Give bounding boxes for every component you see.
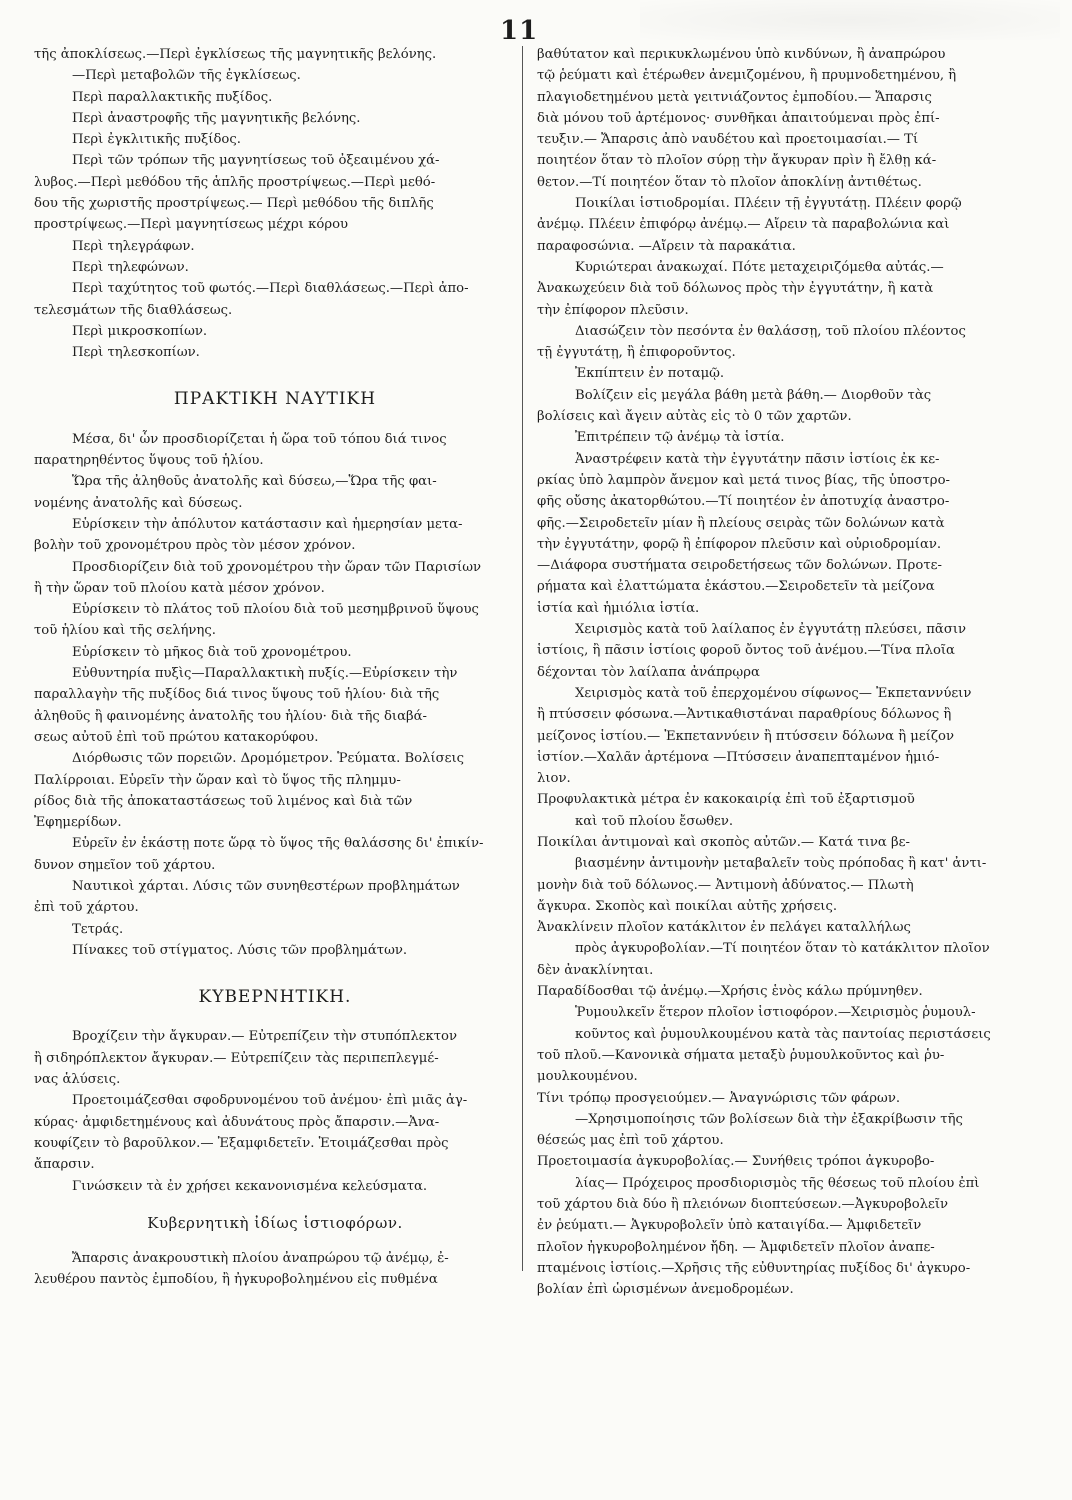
column-divider	[522, 46, 523, 1271]
text-line: Περὶ ἐγκλιτικῆς πυξίδος.	[72, 132, 241, 148]
text-line: παρατηρηθέντος ὕψους τοῦ ἡλίου.	[34, 453, 264, 469]
text-line: θέσεώς μας ἐπὶ τοῦ χάρτου.	[537, 1133, 724, 1149]
text-line: θετον.—Τί ποιητέον ὅταν τὸ πλοῖον ἀποκλίνῃ ἀντιθέτως.	[537, 174, 922, 190]
text-line: βολίαν ἐπὶ ὡρισμένων ἀνεμοδρομέων.	[537, 1282, 794, 1298]
text-line: ἱστία καὶ ἡμιόλια ἱστία.	[537, 600, 700, 616]
text-line: παραφοσώνια. —Αἴρειν τὰ παρακάτια.	[537, 238, 796, 254]
text-line: πλαγιοδετημένου μετὰ γειτνιάζοντος ἐμποδίου.— Ἄπαρσις	[537, 89, 932, 105]
text-line: Ἐπιτρέπειν τῷ ἀνέμῳ τὰ ἱστία.	[575, 430, 785, 446]
text-line: Τίνι τρόπῳ προσγειούμεν.— Ἀναγνώρισις τῶν φάρων.	[537, 1090, 901, 1106]
text-line: βολίσεις καὶ ἄγειν αὐτὰς εἰς τὸ 0 τῶν χαρτῶν.	[537, 409, 852, 425]
text-line: δὲν ἀνακλίνηται.	[537, 962, 654, 978]
text-line: ἐν ῥεύματι.— Ἀγκυροβολεῖν ὑπὸ καταιγίδα.— Ἀμφιδετεῖν	[537, 1218, 922, 1234]
text-line: δυνον σημεῖον τοῦ χάρτου.	[34, 857, 216, 873]
text-line: Χειρισμὸς κατὰ τοῦ ἐπερχομένου σίφωνος— Ἐκπεταννύειν	[575, 685, 972, 701]
text-line: βολὴν τοῦ χρονομέτρου πρὸς τὸν μέσον χρόνον.	[34, 538, 356, 554]
text-line: Περὶ ταχύτητος τοῦ φωτός.—Περὶ διαθλάσεως.—Περὶ ἀπο-	[72, 281, 469, 297]
text-line: ἀληθοῦς ἢ φαινομένης ἀνατολῆς του ἡλίου· διὰ τῆς διαβά-	[34, 708, 427, 724]
text-line: Προετοιμασία ἀγκυροβολίας.— Συνήθεις τρόποι ἀγκυροβο-	[537, 1154, 935, 1170]
text-line: Ποικίλαι ἱστιοδρομίαι. Πλέειν τῇ ἐγγυτάτῃ. Πλέειν φορῷ	[575, 196, 962, 212]
text-line: Μέσα, δι' ὧν προσδιορίζεται ἡ ὥρα τοῦ τόπου διά τινος	[72, 431, 447, 447]
text-line: τῆς ἀποκλίσεως.—Περὶ ἐγκλίσεως τῆς μαγνητικῆς βελόνης.	[34, 47, 437, 62]
text-line: πλοῖον ἠγκυροβολημένον ἤδη. — Ἀμφιδετεῖν πλοῖον ἀναπε-	[537, 1239, 935, 1255]
text-line: δου τῆς χωριστῆς προστρίψεως.— Περὶ μεθόδου τῆς διπλῆς	[34, 196, 434, 212]
text-line: βιασμένην ἀντιμονὴν μεταβαλεῖν τοὺς πρόποδας ἢ κατ' ἀντι-	[575, 856, 987, 872]
text-line: ἄγκυρα. Σκοπὸς καὶ ποικίλαι αὐτῆς χρήσεις.	[537, 898, 838, 914]
text-line: Εὑρεῖν ἐν ἑκάστῃ ποτε ὥρᾳ τὸ ὕψος τῆς θαλάσσης δι' ἐπικίν-	[72, 836, 484, 852]
text-line: Γινώσκειν τὰ ἐν χρήσει κεκανονισμένα κελεύσματα.	[72, 1178, 428, 1194]
text-line: τῷ ῥεύματι καὶ ἑτέρωθεν ἀνεμιζομένου, ἢ πρυμνοδετημένου, ἢ	[537, 68, 957, 84]
text-line: φῆς.—Σειροδετεῖν μίαν ἢ πλείους σειρὰς τῶν δολώνων κατὰ	[537, 515, 945, 531]
text-line: ἀνέμῳ. Πλέειν ἐπιφόρῳ ἀνέμῳ.— Αἴρειν τὰ παραβολώνια καὶ	[537, 217, 950, 233]
text-line: διὰ μόνου τοῦ ἀρτέμονος· συνθῆκαι ἀπαιτούμεναι πρὸς ἐπί-	[537, 110, 940, 126]
text-line: μονὴν διὰ τοῦ δόλωνος.— Ἀντιμονὴ ἀδύνατος.— Πλωτὴ	[537, 877, 914, 893]
text-line: Ἀνακλίνειν πλοῖον κατάκλιτον ἐν πελάγει καταλλήλως	[537, 920, 911, 936]
text-line: κύρας· ἀμφιδετημένους καὶ ἀδυνάτους πρὸς ἄπαρσιν.—Ἀνα-	[34, 1114, 440, 1130]
text-line: μουλκουμένου.	[537, 1069, 638, 1085]
text-line: τῇ ἐγγυτάτῃ, ἢ ἐπιφοροῦντος.	[537, 345, 736, 361]
text-line: προστρίψεως.—Περὶ μαγνητίσεως μέχρι κόρου	[34, 217, 349, 233]
text-line: Ἀνακωχεύειν διὰ τοῦ δόλωνος πρὸς τὴν ἐγγυτάτην, ἢ κατὰ	[537, 281, 934, 297]
right-text-block	[537, 44, 1023, 1301]
text-line: μείζονος ἱστίου.— Ἐκπεταννύειν ἢ πτύσσειν δόλωνα ἢ μείζον	[537, 728, 954, 744]
text-line: τευξιν.— Ἄπαρσις ἀπὸ ναυδέτου καὶ προετοιμασίαι.— Τί	[537, 132, 919, 148]
text-line: λίας— Πρόχειρος προσδιορισμὸς τῆς θέσεως τοῦ πλοίου ἐπὶ	[575, 1175, 980, 1191]
kybernitiki-block	[34, 1026, 516, 1196]
text-line: ἱστίον.—Χαλᾶν ἀρτέμονα —Πτύσσειν ἀναπεπταμένον ἡμιό-	[537, 749, 940, 765]
text-line: Περὶ τηλεγράφων.	[72, 238, 195, 254]
text-line: λευθέρου παντὸς ἐμποδίου, ἢ ἠγκυροβολημένου εἰς πυθμένα	[34, 1272, 438, 1288]
text-line: Διασώζειν τὸν πεσόντα ἐν θαλάσσῃ, τοῦ πλοίου πλέοντος	[575, 323, 966, 339]
text-line: Ναυτικοὶ χάρται. Λύσις τῶν συνηθεστέρων προβλημάτων	[72, 878, 460, 894]
text-line: —Χρησιμοποίησις τῶν βολίσεων διὰ τὴν ἐξακρίβωσιν τῆς	[575, 1111, 963, 1127]
text-line: τοῦ ἡλίου καὶ τῆς σελήνης.	[34, 623, 216, 639]
text-line: Περὶ μικροσκοπίων.	[72, 323, 208, 339]
text-line: πταμένοις ἱστίοις.—Χρῆσις τῆς εὐθυντηρίας πυξίδος δι' ἀγκυρο-	[537, 1260, 971, 1276]
text-line: ἄπαρσιν.	[34, 1157, 95, 1173]
text-line: Ῥυμουλκεῖν ἕτερον πλοῖον ἱστιοφόρον.—Χειρισμὸς ῥυμουλ-	[575, 1005, 976, 1021]
text-line: τοῦ χάρτου διὰ δύο ἢ πλειόνων διοπτεύσεων.—Ἀγκυροβολεῖν	[537, 1197, 949, 1213]
text-line: ρήματα καὶ ἐλαττώματα ἑκάστου.—Σειροδετεῖν τὰ μείζονα	[537, 579, 935, 595]
text-line: βαθύτατον καὶ περικυκλωμένου ὑπὸ κινδύνων, ἢ ἀναπρώρου	[537, 47, 946, 62]
text-line: Ἐκπίπτειν ἐν ποταμῷ.	[575, 366, 725, 382]
text-line: ἐπὶ τοῦ χάρτου.	[34, 900, 139, 916]
text-line: Εὑρίσκειν τὸ πλάτος τοῦ πλοίου διὰ τοῦ μεσημβρινοῦ ὕψους	[72, 602, 479, 618]
text-line: Εὐθυντηρία πυξὶς—Παραλλακτικὴ πυξίς.—Εὑρίσκειν τὴν	[72, 666, 458, 682]
text-line: —Διάφορα συστήματα σειροδετήσεως τῶν δολώνων. Προτε-	[537, 558, 942, 574]
text-line: Περὶ παραλλακτικῆς πυξίδος.	[72, 89, 273, 105]
text-line: πρὸς ἀγκυροβολίαν.—Τί ποιητέον ὅταν τὸ κατάκλιτον πλοῖον	[575, 941, 990, 957]
text-line: Παραδίδοσθαι τῷ ἀνέμῳ.—Χρήσις ἑνὸς κάλω πρύμνηθεν.	[537, 984, 923, 1000]
text-line: ἱστίοις, ἢ πᾶσιν ἱστίοις φοροῦ ὄντος τοῦ ἀνέμου.—Τίνα πλοῖα	[537, 643, 955, 659]
text-line: τὴν ἐγγυτάτην, φορῷ ἢ ἐπίφορον πλεῦσιν καὶ οὐριοδρομίαν.	[537, 536, 942, 552]
text-line: ἢ τὴν ὥραν τοῦ πλοίου κατὰ μέσον χρόνον.	[34, 580, 325, 596]
text-line: Ἀναστρέφειν κατὰ τὴν ἐγγυτάτην πᾶσιν ἱστίοις ἐκ κε-	[575, 451, 940, 467]
text-line: Ὥρα τῆς ἀληθοῦς ἀνατολῆς καὶ δύσεω,—Ὥρα τῆς φαι-	[72, 474, 437, 490]
text-line: ἢ σιδηρόπλεκτον ἄγκυραν.— Εὐτρεπίζειν τὰς περιπεπλεγμέ-	[34, 1050, 439, 1066]
page-number: 11	[500, 16, 539, 46]
text-line: Βολίζειν εἰς μεγάλα βάθη μετὰ βάθη.— Διορθοῦν τὰς	[575, 387, 932, 403]
heading-practical-navigation: ΠΡΑΚΤΙΚΗ ΝΑΥΤΙΚΗ	[173, 389, 377, 410]
text-line: Περὶ τηλεφώνων.	[72, 259, 189, 275]
text-line: Περὶ ἀναστροφῆς τῆς μαγνητικῆς βελόνης.	[72, 110, 361, 126]
text-line: Διόρθωσις τῶν πορειῶν. Δρομόμετρον. Ῥεύματα. Βολίσεις	[72, 751, 464, 767]
right-column	[537, 44, 1023, 1301]
text-line: ρκίας ὑπὸ λαμπρὸν ἄνεμον καὶ μετά τινος βίας, τῆς ὑποστρο-	[537, 472, 950, 488]
text-line: ρίδος διὰ τῆς ἀποκαταστάσεως τοῦ λιμένος καὶ διὰ τῶν	[34, 793, 413, 809]
text-line: Ἄπαρσις ἀνακρουστικὴ πλοίου ἀναπρώρου τῷ ἀνέμῳ, ἐ-	[72, 1251, 449, 1267]
text-line: Προφυλακτικὰ μέτρα ἐν κακοκαιρίᾳ ἐπὶ τοῦ ἐξαρτισμοῦ	[537, 792, 915, 808]
text-line: τελεσμάτων τῆς διαθλάσεως.	[34, 302, 233, 318]
text-line: σεως αὐτοῦ ἐπὶ τοῦ πρώτου κατακορύφου.	[34, 729, 319, 745]
text-line: κοῦντος καὶ ῥυμουλκουμένου κατὰ τὰς παντοίας περιστάσεις	[575, 1026, 991, 1042]
subheading-sailing-ships: Κυβερνητικὴ ἰδίως ἱστιοφόρων.	[147, 1213, 403, 1232]
text-line: Πίνακες τοῦ στίγματος. Λύσις τῶν προβλημάτων.	[72, 942, 408, 958]
text-line: Βροχίζειν τὴν ἄγκυραν.— Εὐτρεπίζειν τὴν στυπόπλεκτον	[72, 1029, 458, 1045]
text-line: Κυριώτεραι ἀνακωχαί. Πότε μεταχειριζόμεθα αὐτάς.—	[575, 259, 944, 275]
text-line: Ἐφημερίδων.	[34, 815, 122, 831]
text-line: τοῦ πλοῦ.—Κανονικὰ σήματα μεταξὺ ῥυμουλκοῦντος καὶ ῥυ-	[537, 1047, 945, 1063]
text-line: λιον.	[537, 771, 571, 787]
text-line: τὴν ἐπίφορον πλεῦσιν.	[537, 302, 689, 318]
practical-navigation-block	[34, 429, 516, 961]
left-opening-block	[34, 44, 516, 363]
paper-stain	[640, 0, 1060, 40]
text-line: Εὑρίσκειν τὸ μῆκος διὰ τοῦ χρονομέτρου.	[72, 644, 352, 660]
text-line: Προετοιμάζεσθαι σφοδρυνομένου τοῦ ἀνέμου· ἐπὶ μιᾶς ἀγ-	[72, 1093, 468, 1109]
text-line: κουφίζειν τὸ βαροῦλκον.— Ἐξαμφιδετεῖν. Ἑτοιμάζεσθαι πρὸς	[34, 1135, 449, 1151]
text-line: φῆς οὔσης ἀκατορθώτου.—Τί ποιητέον ἐν ἀποτυχίᾳ ἀναστρο-	[537, 494, 950, 510]
text-line: παραλλαγὴν τῆς πυξίδος διά τινος ὕψους τοῦ ἡλίου· διὰ τῆς	[34, 687, 440, 703]
text-line: Προσδιορίζειν διὰ τοῦ χρονομέτρου τὴν ὥραν τῶν Παρισίων	[72, 559, 481, 575]
text-line: Ποικίλαι ἀντιμοναὶ καὶ σκοπὸς αὐτῶν.— Κατά τινα βε-	[537, 834, 910, 850]
text-line: Παλίρροιαι. Εὑρεῖν τὴν ὥραν καὶ τὸ ὕψος τῆς πλημμυ-	[34, 772, 401, 788]
text-line: ἢ πτύσσειν φόσωνα.—Ἀντικαθιστάναι παραθρίους δόλωνος ἢ	[537, 707, 952, 723]
text-line: Εὑρίσκειν τὴν ἀπόλυτον κατάστασιν καὶ ἡμερησίαν μετα-	[72, 516, 463, 532]
text-line: καὶ τοῦ πλοίου ἔσωθεν.	[575, 813, 734, 829]
text-line: Τετράς.	[72, 921, 124, 937]
text-line: νομένης ἀνατολῆς καὶ δύσεως.	[34, 495, 243, 511]
text-line: Χειρισμὸς κατὰ τοῦ λαίλαπος ἐν ἐγγυτάτῃ πλεύσει, πᾶσιν	[575, 622, 967, 638]
text-line: —Περὶ μεταβολῶν τῆς ἐγκλίσεως.	[72, 68, 301, 84]
text-line: Περὶ τηλεσκοπίων.	[72, 345, 200, 361]
text-line: ποιητέον ὅταν τὸ πλοῖον σύρῃ τὴν ἄγκυραν πρὶν ἢ ἔλθῃ κά-	[537, 153, 937, 169]
heading-kybernitiki: ΚΥΒΕΡΝΗΤΙΚΗ.	[198, 987, 352, 1008]
left-column	[34, 44, 516, 1291]
text-line: Περὶ τῶν τρόπων τῆς μαγνητίσεως τοῦ ὀξεαιμένου χά-	[72, 153, 440, 169]
left-closing-block	[34, 1248, 516, 1291]
text-line: δέχονται τὸν λαίλαπα ἀνάπρῳρα	[537, 664, 760, 680]
text-line: νας ἁλύσεις.	[34, 1072, 121, 1088]
text-line: λυβος.—Περὶ μεθόδου τῆς ἁπλῆς προστρίψεως.—Περὶ μεθό-	[34, 174, 436, 190]
